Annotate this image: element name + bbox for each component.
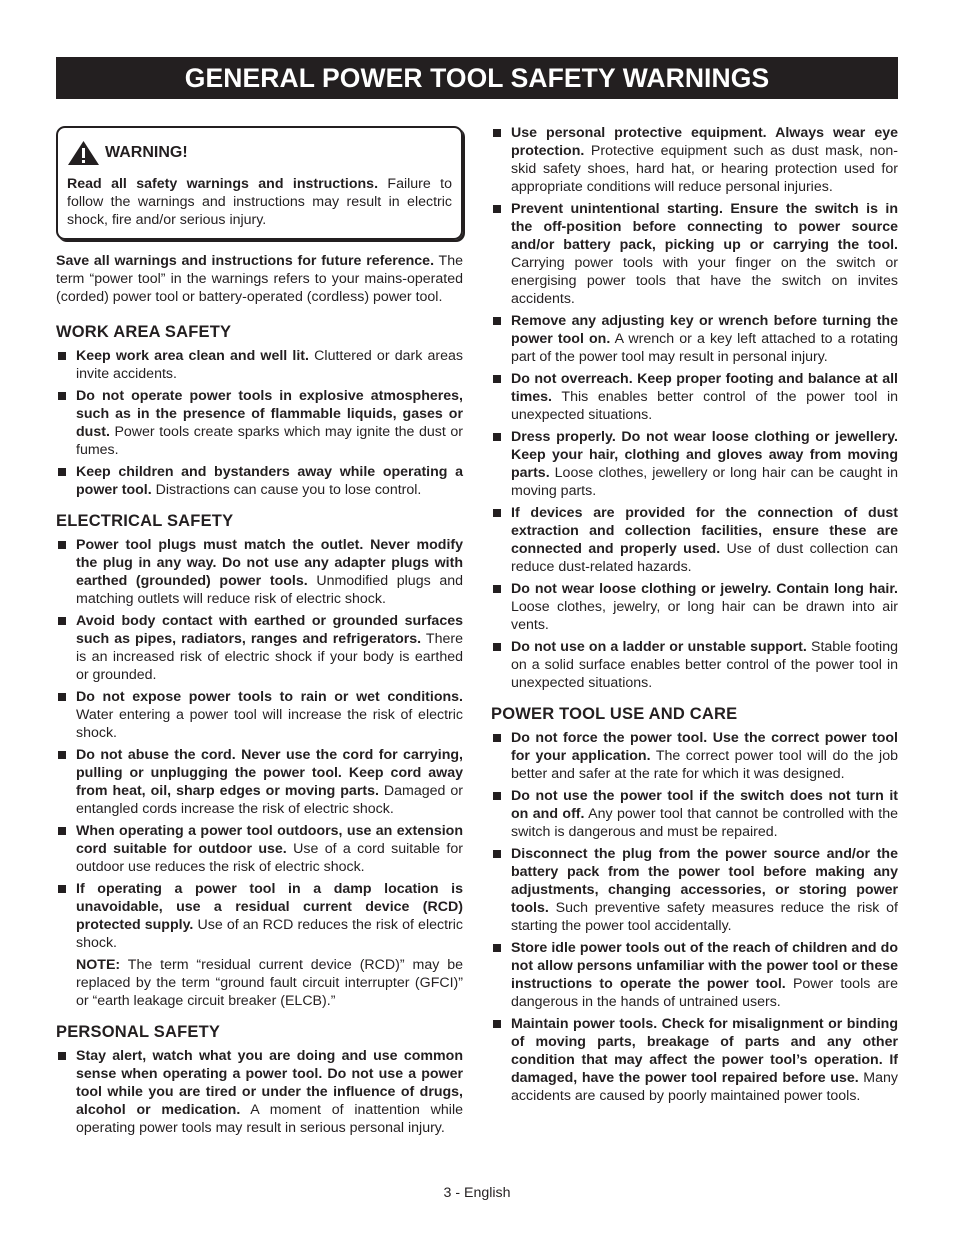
warning-text: Read all safety warnings and instructions. Failure to follow the warnings and instructions may result in electric shock, fire and/or serious injury.: [67, 176, 452, 228]
square-bullet-icon: [58, 751, 66, 759]
list-item: Do not expose power tools to rain or wet conditions. Water entering a power tool will increase the risk of electric shock.: [56, 688, 463, 742]
square-bullet-icon: [58, 827, 66, 835]
list-item: If operating a power tool in a damp location is unavoidable, use a residual current device (RCD) protected supply. Use of an RCD reduces the risk of electric shock.: [56, 880, 463, 952]
warning-header: [67, 140, 452, 166]
personal-section-continued: [491, 124, 898, 692]
page-title: GENERAL POWER TOOL SAFETY WARNINGS: [56, 57, 898, 99]
section-heading: WORK AREA SAFETY: [56, 323, 232, 341]
list-item: If devices are provided for the connection of dust extraction and collection facilities, ensure these are connected and properly used. Use of dust collection can reduce dust-related hazards.: [491, 504, 898, 576]
square-bullet-icon: [58, 352, 66, 360]
use-care-section: [491, 704, 898, 1105]
personal-section: [56, 1022, 463, 1137]
list-item: Avoid body contact with earthed or grounded surfaces such as pipes, radiators, ranges and refrigerators. There is an increased risk of electric shock if your body is earthed or grounded.: [56, 612, 463, 684]
square-bullet-icon: [58, 392, 66, 400]
square-bullet-icon: [493, 792, 501, 800]
square-bullet-icon: [58, 885, 66, 893]
square-bullet-icon: [493, 1020, 501, 1028]
square-bullet-icon: [493, 317, 501, 325]
list-item: Keep work area clean and well lit. Cluttered or dark areas invite accidents.: [56, 347, 463, 383]
list-item: Disconnect the plug from the power source and/or the battery pack from the power tool before making any adjustments, changing accessories, or storing power tools. Such preventive safety measures reduce the risk of starting the power tool accidentally.: [491, 845, 898, 935]
list-item: Use personal protective equipment. Always wear eye protection. Protective equipment such as dust mask, non-skid safety shoes, hard hat, or hearing protection used for appropriate conditions will reduce personal injuries.: [491, 124, 898, 196]
list-item: Do not use the power tool if the switch does not turn it on and off. Any power tool that cannot be controlled with the switch is dangerous and must be repaired.: [491, 787, 898, 841]
note-paragraph: NOTE: The term “residual current device (RCD)” may be replaced by the term “ground fault circuit interrupter (GFCI)” or “earth leakage circuit breaker (ELCB).”: [76, 957, 463, 1009]
work-area-section: [56, 322, 463, 499]
section-heading: PERSONAL SAFETY: [56, 1023, 221, 1041]
square-bullet-icon: [493, 643, 501, 651]
warning-box: [56, 126, 463, 240]
list-item: Do not use on a ladder or unstable support. Stable footing on a solid surface enables better control of the power tool in unexpected situations.: [491, 638, 898, 692]
list-item: Do not overreach. Keep proper footing and balance at all times. This enables better control of the power tool in unexpected situations.: [491, 370, 898, 424]
list-item: Stay alert, watch what you are doing and use common sense when operating a power tool. Do not use a power tool while you are tired or under the influence of drugs, alcohol or medication. A moment of inattention while operating power tools may result in serious personal injury.: [56, 1047, 463, 1137]
section-heading: ELECTRICAL SAFETY: [56, 512, 234, 530]
list-item: Store idle power tools out of the reach of children and do not allow persons unfamiliar with the power tool or these instructions to operate the power tool. Power tools are dangerous in the hands of untrained users.: [491, 939, 898, 1011]
square-bullet-icon: [493, 734, 501, 742]
intro-paragraph: Save all warnings and instructions for future reference. The term “power tool” in the warnings refers to your mains-operated (corded) power tool or battery-operated (cordless) power tool.: [56, 253, 464, 305]
electrical-section: [56, 511, 463, 1010]
warning-title: WARNING!: [105, 144, 188, 161]
square-bullet-icon: [58, 617, 66, 625]
square-bullet-icon: [493, 129, 501, 137]
list-item: Do not wear loose clothing or jewelry. Contain long hair. Loose clothes, jewelry, or long hair can be drawn into air vents.: [491, 580, 898, 634]
square-bullet-icon: [493, 375, 501, 383]
square-bullet-icon: [58, 1052, 66, 1060]
section-heading: POWER TOOL USE AND CARE: [491, 705, 738, 723]
left-column: [56, 126, 463, 1149]
square-bullet-icon: [58, 693, 66, 701]
square-bullet-icon: [493, 944, 501, 952]
square-bullet-icon: [58, 468, 66, 476]
square-bullet-icon: [493, 585, 501, 593]
list-item: Do not force the power tool. Use the correct power tool for your application. The correct power tool will do the job better and safer at the rate for which it was designed.: [491, 729, 898, 783]
right-column: [491, 124, 898, 1117]
list-item: Remove any adjusting key or wrench before turning the power tool on. A wrench or a key left attached to a rotating part of the power tool may result in personal injury.: [491, 312, 898, 366]
square-bullet-icon: [493, 509, 501, 517]
square-bullet-icon: [493, 205, 501, 213]
square-bullet-icon: [493, 850, 501, 858]
list-item: Prevent unintentional starting. Ensure the switch is in the off-position before connecting to power source and/or battery pack, picking up or carrying the tool. Carrying power tools with your finger on the switch or energising power tools that have the switch on invites accidents.: [491, 200, 898, 308]
list-item: Dress properly. Do not wear loose clothing or jewellery. Keep your hair, clothing and gloves away from moving parts. Loose clothes, jewellery or long hair can be caught in moving parts.: [491, 428, 898, 500]
list-item: When operating a power tool outdoors, use an extension cord suitable for outdoor use. Use of a cord suitable for outdoor use reduces the risk of electric shock.: [56, 822, 463, 876]
page-number: 3 - English: [443, 1185, 511, 1201]
list-item: Do not abuse the cord. Never use the cord for carrying, pulling or unplugging the power tool. Keep cord away from heat, oil, sharp edges or moving parts. Damaged or entangled cords increase the risk of electric shock.: [56, 746, 463, 818]
list-item: Do not operate power tools in explosive atmospheres, such as in the presence of flammable liquids, gases or dust. Power tools create sparks which may ignite the dust or fumes.: [56, 387, 463, 459]
list-item: Power tool plugs must match the outlet. Never modify the plug in any way. Do not use any adapter plugs with earthed (grounded) power tools. Unmodified plugs and matching outlets will reduce risk of electric shock.: [56, 536, 463, 608]
square-bullet-icon: [58, 541, 66, 549]
square-bullet-icon: [493, 433, 501, 441]
warning-triangle-icon: [67, 140, 100, 166]
list-item: Keep children and bystanders away while operating a power tool. Distractions can cause you to lose control.: [56, 463, 463, 499]
list-item: Maintain power tools. Check for misalignment or binding of moving parts, breakage of parts and any other condition that may affect the power tool’s operation. If damaged, have the power tool repaired before use. Many accidents are caused by poorly maintained power tools.: [491, 1015, 898, 1105]
